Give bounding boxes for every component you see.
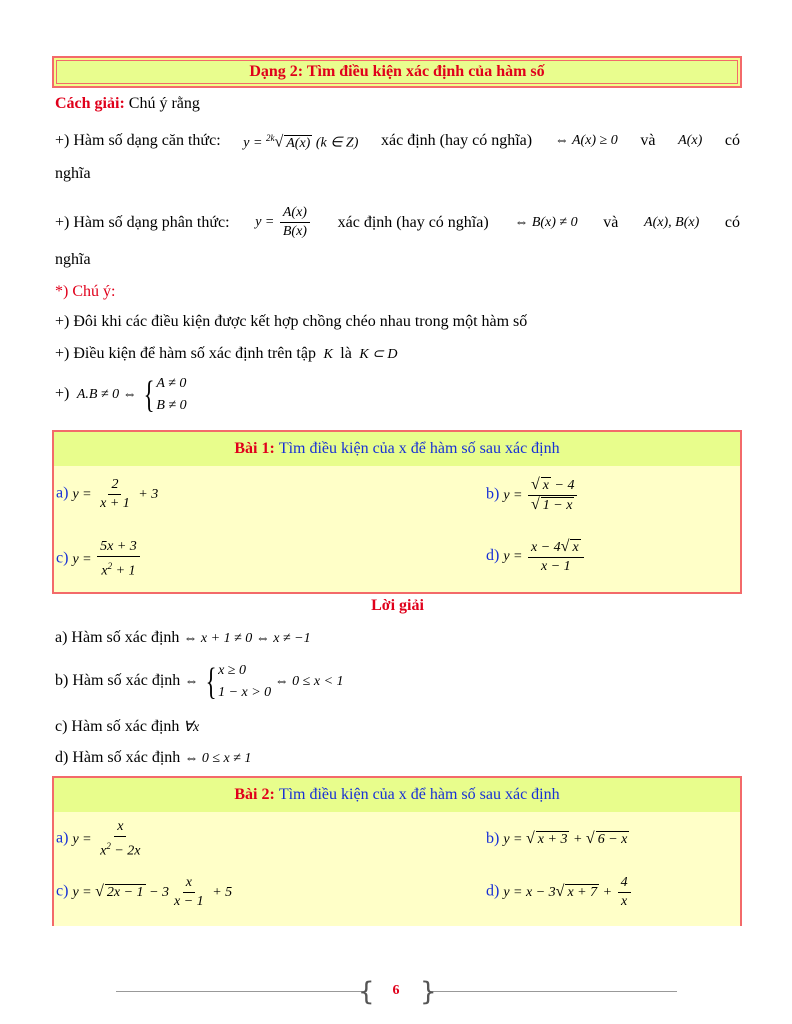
section-title-box (52, 56, 742, 88)
ex2-item-a (56, 818, 146, 861)
note2-line (55, 344, 740, 365)
note2-subset: K ⊂ D (355, 347, 398, 362)
rule1-and: và (640, 131, 656, 149)
ex2-item-d (486, 874, 633, 911)
exercise-2-header (54, 778, 740, 812)
ex2-d-label: d) (486, 882, 500, 900)
exercise-2-box (52, 776, 742, 926)
method-line (55, 94, 740, 114)
ex1-item-c (56, 538, 142, 581)
rule2-prefix: +) Hàm số dạng phân thức: (55, 213, 230, 231)
ex2-item-b (486, 828, 629, 851)
ex1-d-formula: y = $\frac{x - 4√ x}{x - 1}$ (503, 549, 585, 564)
ex1-item-a (56, 476, 158, 513)
sol-b-line (55, 660, 740, 704)
ex2-b-label: b) (486, 830, 500, 847)
ex1-a-formula: y = $\frac{2}{x + 1}$ + 3 (72, 477, 159, 511)
rule1-line (55, 128, 740, 154)
sol-b-text: b) Hàm số xác định (55, 672, 181, 690)
rule1-condition: ⇔ A(x) ≥ 0 (554, 132, 618, 148)
rule1-formula: y = $^{2k}$√ A(x) (k ∈ Z) (243, 133, 359, 151)
ex2-c-label: c) (56, 882, 69, 900)
sol-c-formula: ∀x (183, 720, 200, 735)
ex2-item-c (56, 874, 232, 911)
ex1-d-label: d) (486, 547, 500, 565)
note2-is: là (340, 345, 352, 362)
footer-line-right (430, 991, 677, 992)
exercise-1-header (54, 432, 740, 466)
ex1-b-formula: y = $\frac{√ x - 4}{√ 1 - x}$ (503, 488, 579, 503)
note2-prefix: +) Điều kiện để hàm số xác định trên tập (55, 345, 316, 362)
rule2-cont: nghĩa (55, 251, 91, 268)
sol-a-line (55, 628, 740, 649)
ex2-a-formula: y = $\frac{x}{x^2 - 2x}$ (72, 819, 141, 859)
rule2-condition: ⇔ B(x) ≠ 0 (514, 214, 578, 230)
note3-prefix: +) (55, 385, 70, 403)
footer-line-left (116, 991, 364, 992)
ex2-c-formula: y = √ 2x − 1 − 3 $\frac{x}{x - 1}$ + 5 (72, 875, 233, 909)
rule2-line (55, 204, 740, 241)
rule1-prefix: +) Hàm số dạng căn thức: (55, 131, 221, 149)
sol-b-formula: ⇔ { x ≥ 0 1 − x > 0 ⇔ 0 ≤ x < 1 (184, 661, 344, 703)
exercise-1-title: Tìm điều kiện của x để hàm số sau xác định (278, 440, 560, 457)
note2-set-k: K (319, 347, 337, 362)
rule1-cont: nghĩa (55, 165, 91, 182)
note3-line (55, 373, 740, 417)
sol-c-text: c) Hàm số xác định (55, 718, 180, 735)
ex1-b-label: b) (486, 485, 500, 503)
ex1-c-label: c) (56, 549, 69, 567)
method-label: Cách giải: (55, 95, 125, 112)
exercise-2-title: Tìm điều kiện của x để hàm số sau xác định (278, 786, 560, 803)
footer-bracket-left: { (358, 977, 375, 1007)
rule2-formula: y = $\frac{A(x)}{B(x)}$ (255, 204, 312, 241)
exercise-2-label: Bài 2: (234, 786, 275, 803)
rule2-end: có (724, 213, 740, 231)
ex2-a-label: a) (56, 829, 69, 847)
rule1-ax: A(x) (678, 132, 703, 148)
ex2-b-formula: y = √ x + 3 + √ 6 − x (503, 830, 628, 847)
rule2-mid: xác định (hay có nghĩa) (337, 213, 489, 231)
note3-formula: A.B ≠ 0 ⇔ { A ≠ 0 B ≠ 0 (73, 374, 187, 416)
footer-bracket-right: } (420, 977, 437, 1007)
sol-d-formula: ⇔ 0 ≤ x ≠ 1 (184, 751, 252, 766)
exercise-1-label: Bài 1: (234, 440, 275, 457)
solution-title: Lời giải (371, 597, 424, 614)
sol-c-line (55, 717, 740, 738)
sol-d-text: d) Hàm số xác định (55, 749, 181, 766)
note-label: *) Chú ý: (55, 283, 116, 300)
page-number: 6 (392, 983, 400, 998)
ex1-item-d (486, 538, 586, 576)
ex1-item-b (486, 476, 579, 515)
ex1-a-label: a) (56, 484, 69, 502)
rule2-and: và (603, 213, 619, 231)
rule2-ab: A(x), B(x) (644, 214, 700, 230)
ex1-c-formula: y = $\frac{5x + 3}{x^2 + 1}$ (72, 552, 141, 567)
rule1-end: có (724, 131, 740, 149)
note1: +) Đôi khi các điều kiện được kết hợp chồng chéo nhau trong một hàm số (55, 313, 528, 330)
rule1-mid: xác định (hay có nghĩa) (381, 131, 533, 149)
ex2-d-formula: y = x − 3√ x + 7 + $\frac{4}{x}$ (503, 885, 632, 900)
exercise-1-box (52, 430, 742, 594)
method-text: Chú ý rằng (128, 95, 200, 112)
sol-d-line (55, 748, 740, 769)
sol-a-formula: ⇔ x + 1 ≠ 0 ⇔ x ≠ −1 (183, 631, 311, 646)
sol-a-text: a) Hàm số xác định (55, 629, 180, 646)
section-title: Dạng 2: Tìm điều kiện xác định của hàm số (249, 63, 545, 80)
